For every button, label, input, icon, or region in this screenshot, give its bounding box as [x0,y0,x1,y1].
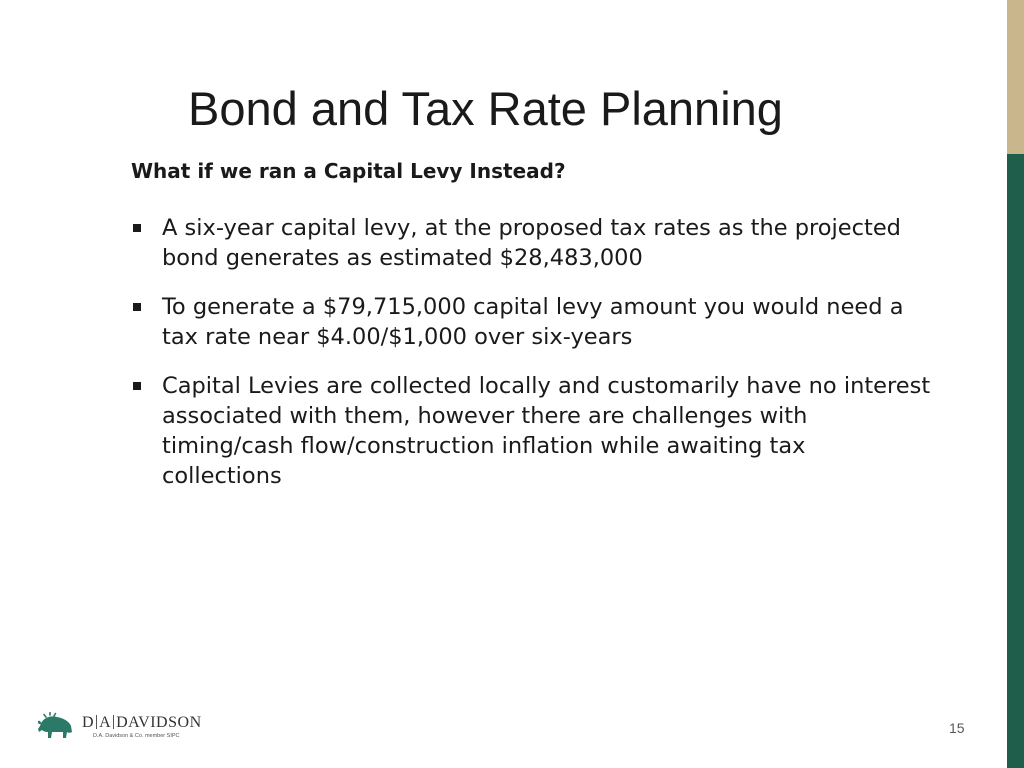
logo-letter-d: D [82,714,95,731]
side-accent-bar-tan [1007,0,1024,154]
side-accent-bar-green [1007,154,1024,768]
square-bullet-icon [133,382,141,390]
logo-name: DAVIDSON [116,714,202,731]
slide-subtitle: What if we ran a Capital Levy Instead? [131,159,566,183]
bullet-item [131,371,931,491]
bullet-item [131,292,931,352]
square-bullet-icon [133,303,141,311]
logo-letter-a: A [99,714,112,731]
square-bullet-icon [133,224,141,232]
logo-separator [96,715,97,729]
bison-icon [36,712,76,742]
logo-tagline: D.A. Davidson & Co. member SIPC [93,733,180,739]
bullet-text: Capital Levies are collected locally and customarily have no interest associated with them, however there are challenges with timing/cash flow/construction inflation while awaiting tax collections [162,373,931,489]
bullet-text: A six-year capital levy, at the proposed tax rates as the projected bond generates as estimated $28,483,000 [162,215,901,271]
slide-title: Bond and Tax Rate Planning [188,82,783,135]
da-davidson-logo [36,712,216,744]
bullet-list [131,213,931,510]
logo-wordmark [82,714,202,732]
bullet-text: To generate a $79,715,000 capital levy amount you would need a tax rate near $4.00/$1,000 over six-years [162,294,904,350]
logo-separator [113,715,114,729]
page-number: 15 [949,720,965,736]
bullet-item [131,213,931,273]
